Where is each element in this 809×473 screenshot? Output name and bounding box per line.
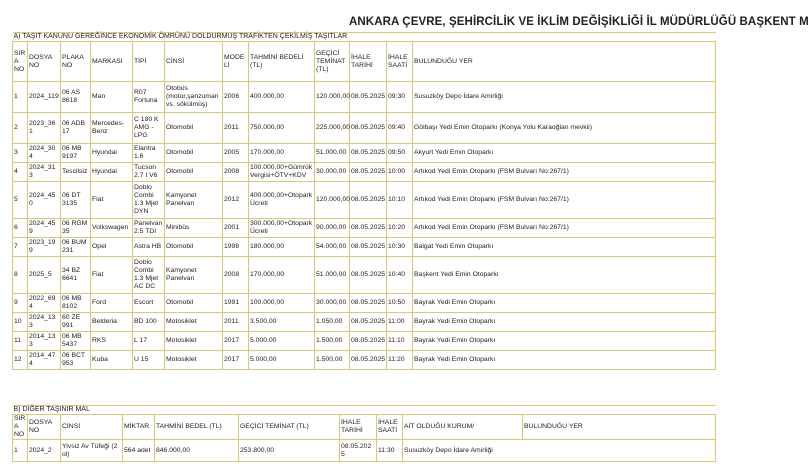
cell-modeli: 2011 [223,313,249,332]
cell-dosya-no: 2025_5 [28,257,61,294]
cell-ihale-saati: 10:50 [387,294,413,313]
cell-bulundugu-yer: Artıkod Yedi Emin Otoparkı (FSM Bulvarı No:267/1) [413,219,716,238]
cell-bulundugu-yer: Gölbaşı Yedi Emin Otoparkı (Konya Yolu Karaoğlan mevkii) [413,113,716,144]
cell-ihale-saati: 09:50 [387,144,413,163]
cell-cinsi: Otomobil [165,113,223,144]
cell-cinsi: Motosiklet [165,351,223,370]
column-header-miktar: MİKTAR [123,415,155,440]
cell-markasi: Fiat [91,182,133,219]
cell-cinsi: Otobüs (motor,şanzuman vs. sökülmüş) [165,82,223,113]
column-header-tipi: TİPİ [133,42,165,82]
cell-ihale-saati: 11:20 [387,351,413,370]
cell-cinsi: Yivsiz Av Tüfeği (2 ol) [61,440,123,462]
cell-tahmini-bedeli-tl: 180.000,00 [249,238,315,257]
cell-plaka-no: 06 BUM 231 [61,238,91,257]
cell-tahmini-bedeli-tl: 170.000,00 [249,144,315,163]
cell-markasi: Belderia [91,313,133,332]
column-header-bulundugu-yer: BULUNDUĞU YER [413,42,716,82]
cell-markasi: Man [91,82,133,113]
cell-sira-no: 8 [13,257,28,294]
cell-dosya-no: 2023_361 [28,113,61,144]
column-header-modeli: MODELİ [223,42,249,82]
column-header-cinsi: CİNSİ [165,42,223,82]
cell-modeli: 2001 [223,219,249,238]
cell-tipi: L 17 [133,332,165,351]
cell-dosya-no: 2023_199 [28,238,61,257]
cell-ihale-tarihi: 08.05.2025 [350,82,387,113]
cell-bulundugu-yer: Artıkod Yedi Emin Otoparkı (FSM Bulvarı No:267/1) [413,182,716,219]
cell-tipi: Tucson 2.7 I V6 [133,163,165,182]
column-header-sira-no: SIRA NO [13,415,28,440]
cell-gecici-teminat-tl: 120.000,00 [315,82,350,113]
cell-plaka-no: 06 MB 5437 [61,332,91,351]
cell-dosya-no: 2024_459 [28,219,61,238]
cell-modeli: 2006 [223,82,249,113]
cell-sira-no: 11 [13,332,28,351]
cell-ihale-tarihi: 08.05.2025 [350,182,387,219]
cell-tipi: U 15 [133,351,165,370]
cell-ihale-saati: 11:10 [387,332,413,351]
column-header-tahmini-bedel-tl: TAHMİNİ BEDEL (TL) [155,415,239,440]
table-row [13,82,716,113]
cell-plaka-no: 06 ADB 17 [61,113,91,144]
column-header-cinsi: CİNSİ [61,415,123,440]
cell-cinsi: Motosiklet [165,332,223,351]
cell-sira-no: 7 [13,238,28,257]
cell-tahmini-bedeli-tl: 100.000,00+Gümrük Vergisi+ÖTV+KDV [249,163,315,182]
section-a-header-row [13,42,716,82]
column-header-ihale-tarihi: İHALE TARİHİ [340,415,377,440]
cell-markasi: Kuba [91,351,133,370]
cell-markasi: Hyundai [91,163,133,182]
cell-ihale-saati: 10:00 [387,163,413,182]
cell-tipi: BD 100 [133,313,165,332]
table-row [13,144,716,163]
cell-tipi: Doblo Combi 1.3 Mjet DYN [133,182,165,219]
cell-tahmini-bedeli-tl: 400.000,00 [249,82,315,113]
cell-modeli: 1998 [223,238,249,257]
cell-tahmini-bedeli-tl: 100.000,00 [249,294,315,313]
cell-tipi: Panelvan 2.5 TDI [133,219,165,238]
cell-markasi: Ford [91,294,133,313]
cell-sira-no: 5 [13,182,28,219]
cell-bulundugu-yer: Bayrak Yedi Emin Otoparkı [413,332,716,351]
cell-bulundugu-yer: Bayrak Yedi Emin Otoparkı [413,351,716,370]
document-title-bar [0,16,809,32]
column-header-dosya-no: DOSYA NO [28,42,61,82]
cell-cinsi: Kamyonet Panelvan [165,182,223,219]
cell-tipi: Astra HB [133,238,165,257]
cell-ihale-tarihi: 08.05.2025 [350,219,387,238]
cell-ihale-saati: 11:00 [387,313,413,332]
other-goods-table [12,405,716,462]
cell-ihale-saati: 09:40 [387,113,413,144]
cell-tipi: Elantra 1.6 [133,144,165,163]
cell-tipi: Escort [133,294,165,313]
cell-cinsi: Otomobil [165,294,223,313]
cell-ihale-saati: 10:20 [387,219,413,238]
cell-ihale-tarihi: 08.05.2025 [350,163,387,182]
cell-plaka-no: 06 RGM 35 [61,219,91,238]
cell-ihale-tarihi: 08.05.2025 [350,238,387,257]
vehicle-table [12,32,716,370]
table-row [13,257,716,294]
cell-tahmini-bedel-tl: 846.000,00 [155,440,239,462]
column-header-ait-oldugu-kurum: AİT OLDUĞU KURUM/ [403,415,523,440]
cell-tahmini-bedeli-tl: 400.000,00+Otopark Ücreti [249,182,315,219]
section-b-title: B) DİĞER TAŞINIR MAL [13,406,716,415]
cell-modeli: 2008 [223,257,249,294]
cell-tipi: R07 Fortuna [133,82,165,113]
table-row [13,219,716,238]
cell-sira-no: 1 [13,82,28,113]
cell-bulundugu-yer: Akyurt Yedi Emin Otoparkı [413,144,716,163]
cell-plaka-no: 06 MB 8102 [61,294,91,313]
cell-ihale-tarihi: 08.05.2025 [340,440,377,462]
cell-dosya-no: 2014_133 [28,332,61,351]
cell-tahmini-bedeli-tl: 750.000,00 [249,113,315,144]
cell-tahmini-bedeli-tl: 300.000,00+Otopark Ücreti [249,219,315,238]
cell-modeli: 2011 [223,113,249,144]
table-row [13,294,716,313]
cell-sira-no: 10 [13,313,28,332]
cell-gecici-teminat-tl: 51.000,00 [315,144,350,163]
cell-ihale-tarihi: 08.05.2025 [350,313,387,332]
cell-markasi: Opel [91,238,133,257]
column-header-dosya-no: DOSYA NO [28,415,61,440]
cell-bulundugu-yer: Başkent Yedi Emin Otoparkı [413,257,716,294]
table-row [13,351,716,370]
column-header-gecici-teminat-tl: GEÇİCİ TEMİNAT (TL) [239,415,340,440]
cell-modeli: 1991 [223,294,249,313]
cell-modeli: 2012 [223,182,249,219]
cell-sira-no: 12 [13,351,28,370]
cell-ihale-tarihi: 08.05.2025 [350,257,387,294]
cell-gecici-teminat-tl: 90.000,00 [315,219,350,238]
cell-ihale-tarihi: 08.05.2025 [350,332,387,351]
cell-cinsi: Minibüs [165,219,223,238]
cell-markasi: Volkswagen [91,219,133,238]
cell-plaka-no: 34 BZ 6641 [61,257,91,294]
column-header-tahmini-bedeli-tl: TAHMİNİ BEDELİ (TL) [249,42,315,82]
table-row [13,440,716,462]
cell-markasi: Fiat [91,257,133,294]
table-row [13,238,716,257]
cell-plaka-no: 06 DT 3135 [61,182,91,219]
cell-bulundugu-yer: Bayrak Yedi Emin Otoparkı [413,313,716,332]
section-b-header-row [13,415,716,440]
cell-gecici-teminat-tl: 1.500,00 [315,332,350,351]
cell-dosya-no: 2014_474 [28,351,61,370]
cell-ihale-tarihi: 08.05.2025 [350,144,387,163]
cell-tipi: Doblo Combi 1.3 Mjet AC DC [133,257,165,294]
document-title: ANKARA ÇEVRE, ŞEHİRCİLİK VE İKLİM DEĞİŞİKLİĞİ İL MÜDÜRLÜĞÜ BAŞKENT M [349,16,809,28]
cell-sira-no: 4 [13,163,28,182]
cell-modeli: 2008 [223,163,249,182]
cell-ihale-saati: 10:30 [387,238,413,257]
section-a-title: A) TAŞIT KANUNU GEREĞİNCE EKONOMİK ÖMRÜNÜ DOLDURMUŞ TRAFİKTEN ÇEKİLMİŞ TAŞITLAR [13,33,716,42]
cell-ihale-saati: 10:10 [387,182,413,219]
cell-gecici-teminat-tl: 54.000,00 [315,238,350,257]
cell-tipi: C 180 K AMG - LPG [133,113,165,144]
cell-gecici-teminat-tl: 120.000,00 [315,182,350,219]
column-header-ihale-saati: İHALE SAATİ [387,42,413,82]
cell-bulundugu-yer: Artıkod Yedi Emin Otoparkı (FSM Bulvarı No:267/1) [413,163,716,182]
cell-dosya-no: 2022_694 [28,294,61,313]
cell-ihale-saati: 11:30 [377,440,403,462]
cell-plaka-no: 06 BCT 953 [61,351,91,370]
cell-plaka-no: Tescilsiz [61,163,91,182]
cell-dosya-no: 2024_133 [28,313,61,332]
cell-cinsi: Otomobil [165,238,223,257]
cell-sira-no: 9 [13,294,28,313]
cell-bulundugu-yer: Susuzköy Depo İdare Amirliği [413,82,716,113]
cell-plaka-no: 06 AS 8618 [61,82,91,113]
cell-tahmini-bedeli-tl: 5.000,00 [249,351,315,370]
cell-markasi: RKS [91,332,133,351]
cell-plaka-no: 06 MB 9197 [61,144,91,163]
cell-cinsi: Otomobil [165,144,223,163]
cell-gecici-teminat-tl: 30.000,00 [315,163,350,182]
cell-gecici-teminat-tl: 51.000,00 [315,257,350,294]
cell-tahmini-bedeli-tl: 170.000,00 [249,257,315,294]
cell-gecici-teminat-tl: 225.000,00 [315,113,350,144]
cell-modeli: 2017 [223,332,249,351]
cell-dosya-no: 2024_450 [28,182,61,219]
cell-tahmini-bedeli-tl: 3.500,00 [249,313,315,332]
cell-ihale-tarihi: 08.05.2025 [350,294,387,313]
table-row [13,313,716,332]
table-row [13,182,716,219]
cell-cinsi: Otomobil [165,163,223,182]
cell-markasi: Mercedes-Benz [91,113,133,144]
cell-cinsi: Motosiklet [165,313,223,332]
cell-gecici-teminat-tl: 30.000,00 [315,294,350,313]
table-row [13,113,716,144]
cell-markasi: Hyundai [91,144,133,163]
cell-sira-no: 1 [13,440,28,462]
table-row [13,332,716,351]
cell-sira-no: 6 [13,219,28,238]
cell-miktar: 564 adet [123,440,155,462]
cell-bulundugu-yer: Balgat Yedi Emin Otoparkı [413,238,716,257]
cell-gecici-teminat-tl: 1.500,00 [315,351,350,370]
column-header-gecici-teminat-tl: GEÇİCİ TEMİNAT (TL) [315,42,350,82]
table-row [13,163,716,182]
column-header-bulundugu-yer: BULUNDUĞU YER [523,415,716,440]
cell-sira-no: 3 [13,144,28,163]
cell-dosya-no: 2024_304 [28,144,61,163]
cell-ihale-saati: 09:30 [387,82,413,113]
cell-dosya-no: 2024_2 [28,440,61,462]
cell-plaka-no: 60 ZE 991 [61,313,91,332]
column-header-sira-no: SIRA NO [13,42,28,82]
cell-tahmini-bedeli-tl: 5.000,00 [249,332,315,351]
cell-ait-oldugu-kurum: Susuzköy Depo İdare Amirliği [403,440,716,462]
cell-ihale-tarihi: 08.05.2025 [350,113,387,144]
cell-cinsi: Kamyonet Panelvan [165,257,223,294]
cell-modeli: 2017 [223,351,249,370]
cell-bulundugu-yer: Bayrak Yedi Emin Otoparkı [413,294,716,313]
cell-ihale-saati: 10:40 [387,257,413,294]
column-header-markasi: MARKASI [91,42,133,82]
cell-dosya-no: 2024_119 [28,82,61,113]
cell-modeli: 2005 [223,144,249,163]
column-header-plaka-no: PLAKA NO [61,42,91,82]
column-header-ihale-tarihi: İHALE TARİHİ [350,42,387,82]
cell-dosya-no: 2024_313 [28,163,61,182]
cell-gecici-teminat-tl: 1.050,00 [315,313,350,332]
cell-gecici-teminat-tl: 253.800,00 [239,440,340,462]
column-header-ihale-saati: İHALE SAATİ [377,415,403,440]
cell-sira-no: 2 [13,113,28,144]
cell-ihale-tarihi: 08.05.2025 [350,351,387,370]
